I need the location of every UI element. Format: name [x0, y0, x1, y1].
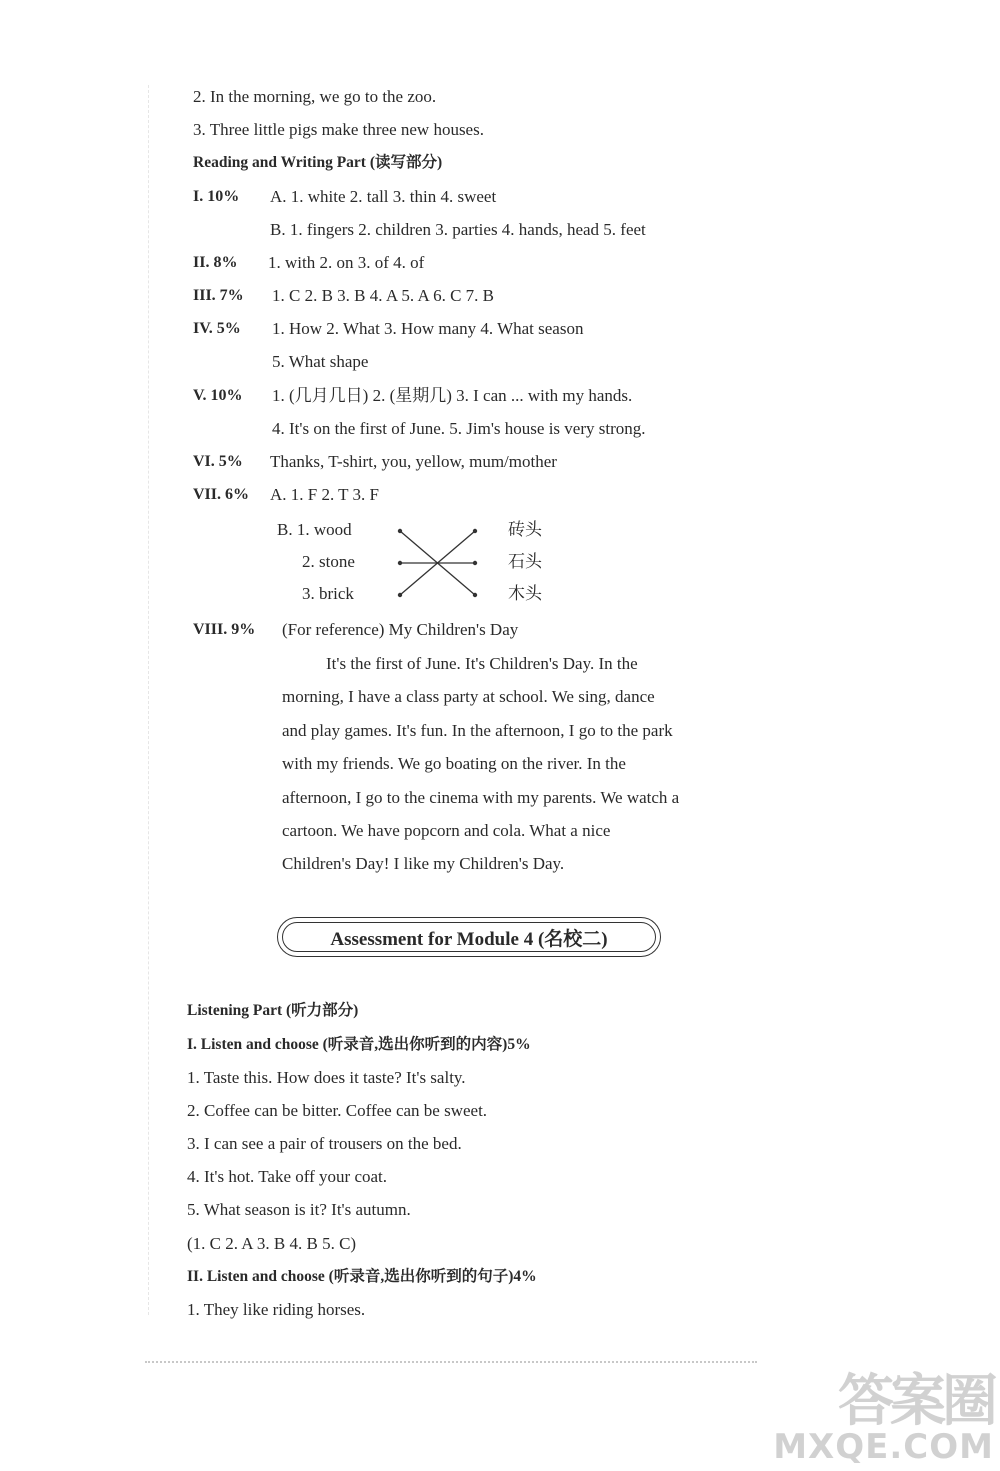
listening-answers: (1. C 2. A 3. B 4. B 5. C) — [187, 1234, 357, 1253]
item-number: VIII. 9% — [193, 621, 256, 638]
essay-line: afternoon, I go to the cinema with my parents. We watch a — [282, 787, 680, 807]
section-heading-listening: Listening Part (听力部分) — [187, 1002, 359, 1019]
text-line: 3. Three little pigs make three new houses. — [193, 120, 484, 139]
answer-line: A. 1. F 2. T 3. F — [270, 485, 379, 504]
match-right: 木头 — [508, 584, 542, 603]
listening-line: 1. They like riding horses. — [187, 1300, 366, 1319]
watermark-logo — [774, 1357, 994, 1467]
essay-line: and play games. It's fun. In the afternoon, I go to the park — [282, 720, 673, 740]
item-number: V. 10% — [193, 387, 243, 404]
part-heading: II. Listen and choose (听录音,选出你听到的句子)4% — [187, 1268, 537, 1285]
match-dot — [398, 529, 402, 533]
matching-lines — [390, 520, 490, 610]
listening-line: 5. What season is it? It's autumn. — [187, 1200, 411, 1219]
essay-line: Children's Day! I like my Children's Day. — [282, 854, 565, 874]
essay-paragraph — [282, 647, 762, 881]
answer-line: A. 1. white 2. tall 3. thin 4. sweet — [270, 187, 497, 206]
answer-line: 1. C 2. B 3. B 4. A 5. A 6. C 7. B — [272, 286, 494, 305]
match-right: 石头 — [508, 552, 542, 571]
footer-rule — [145, 1361, 757, 1363]
answer-line: Thanks, T-shirt, you, yellow, mum/mother — [270, 452, 557, 471]
match-right: 砖头 — [508, 520, 542, 539]
answer-line: 1. (几月几日) 2. (星期几) 3. I can ... with my hands. — [272, 386, 633, 405]
item-number: III. 7% — [193, 287, 244, 304]
watermark-glyphs: 答案圈 — [838, 1369, 994, 1434]
essay-heading: (For reference) My Children's Day — [282, 620, 519, 639]
match-dot — [398, 561, 402, 565]
match-dot — [473, 561, 477, 565]
match-left: B. 1. wood — [277, 520, 352, 539]
part-heading: I. Listen and choose (听录音,选出你听到的内容)5% — [187, 1036, 531, 1053]
item-number: VII. 6% — [193, 486, 250, 503]
match-dot — [473, 529, 477, 533]
essay-line: with my friends. We go boating on the river. In the — [282, 754, 626, 774]
section-title: Assessment for Module 4 (名校二) — [330, 928, 608, 950]
section-heading-reading: Reading and Writing Part (读写部分) — [193, 154, 443, 171]
answer-line: 4. It's on the first of June. 5. Jim's house is very strong. — [272, 419, 646, 438]
answer-line: 1. How 2. What 3. How many 4. What season — [272, 319, 584, 338]
answer-line: 5. What shape — [272, 352, 369, 371]
essay-line: morning, I have a class party at school. We sing, dance — [282, 687, 655, 707]
listening-line: 4. It's hot. Take off your coat. — [187, 1167, 388, 1186]
section-title-box — [277, 917, 661, 957]
match-dot — [473, 593, 477, 597]
watermark-url: MXQE.COM — [773, 1427, 994, 1467]
listening-line: 2. Coffee can be bitter. Coffee can be sweet. — [187, 1101, 488, 1120]
listening-line: 1. Taste this. How does it taste? It's salty. — [187, 1068, 466, 1087]
answer-line: 1. with 2. on 3. of 4. of — [268, 253, 425, 272]
match-dot — [398, 593, 402, 597]
essay-line: It's the first of June. It's Children's Day. In the — [326, 654, 638, 673]
item-number: I. 10% — [193, 188, 240, 205]
item-number: II. 8% — [193, 254, 238, 271]
item-number: IV. 5% — [193, 320, 241, 337]
essay-line: cartoon. We have popcorn and cola. What a nice — [282, 821, 611, 841]
answer-line: B. 1. fingers 2. children 3. parties 4. hands, head 5. feet — [270, 220, 646, 239]
item-number: VI. 5% — [193, 453, 243, 470]
match-left: 3. brick — [302, 584, 354, 603]
text-line: 2. In the morning, we go to the zoo. — [193, 87, 437, 106]
margin-guide — [148, 85, 149, 1315]
match-left: 2. stone — [302, 552, 355, 571]
listening-line: 3. I can see a pair of trousers on the bed. — [187, 1134, 462, 1153]
